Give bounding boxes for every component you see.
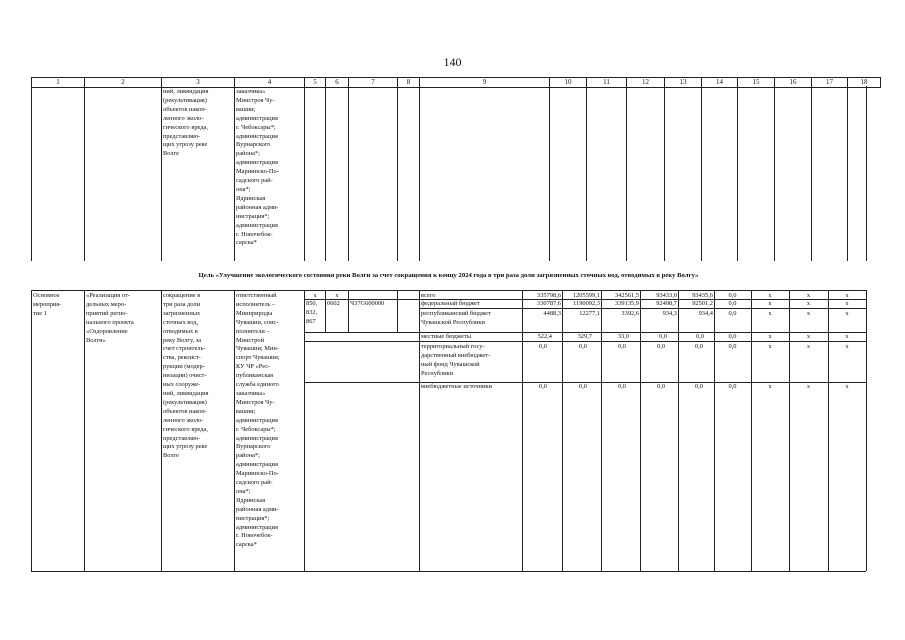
col-header-15: 15 — [738, 78, 775, 88]
cont-task-text: ний, ликвидация (рекультивация) объектов накоп- ленного эколо- гического вреда, представляю- щих угрозу реке Волге — [163, 88, 209, 158]
rzpr-code: 0602 — [327, 300, 340, 307]
finance-value: x — [806, 383, 811, 390]
col-header-8: 8 — [398, 78, 420, 88]
col-header-17: 17 — [812, 78, 848, 88]
finance-value: 93435,6 — [692, 292, 713, 299]
measure-label: Основное мероприя- тие 1 — [33, 292, 62, 317]
finance-value: 0,0 — [657, 343, 665, 350]
finance-value: 339135,9 — [615, 300, 639, 307]
finance-source: всего — [421, 292, 436, 299]
finance-value: x — [768, 383, 772, 390]
col-header-14: 14 — [702, 78, 738, 88]
col-header-16: 16 — [775, 78, 812, 88]
measure-executors: ответственный исполнитель – Минприроды Чувашии, соис- полнители – Минстрой Чувашии; Мин- спорт Чувашии; КУ ЧР «Рес- публиканская служба единого заказчика» Минстроя Чу- вашии; администрация г. Чебоксары*; администрация Вурнарского района*; администрация Мариинско-По- садского рай- она*; Ядринская районная адми- нистрация*; администрация г. Новочебок- сарска* — [236, 292, 280, 549]
finance-value: 335798,6 — [537, 292, 561, 299]
finance-value: 1190092,3 — [573, 300, 600, 307]
page-number: 140 — [443, 55, 462, 69]
finance-value: x — [845, 383, 849, 390]
finance-value: x — [845, 333, 849, 340]
finance-source: республиканский бюджет Чувашской Республики — [421, 310, 491, 326]
csr-code: Ч37G600000 — [350, 300, 385, 307]
finance-value: x — [845, 292, 849, 299]
finance-value: 0,0 — [579, 343, 587, 350]
finance-value: 92498,7 — [656, 300, 677, 307]
finance-value: 329,7 — [577, 333, 592, 340]
finance-value: x — [806, 292, 811, 299]
finance-value: 342561,5 — [615, 292, 639, 299]
finance-value: x — [806, 343, 811, 350]
finance-value: 0,0 — [695, 343, 703, 350]
measure-task: сокращение в три раза доли загрязненных сточных вод, отводимых в реку Волгу, за счет строитель- ства, реконст- рукции (модер- низации) очист- ных сооруже- ний, ликвидация (рекультивация) объектов накоп- ленного эколо- гического вреда, представляю- щих угрозу реке Волге — [163, 292, 209, 460]
finance-value: 0,0 — [618, 383, 626, 390]
finance-value: 0,0 — [728, 333, 737, 340]
finance-value: 93433,0 — [656, 292, 677, 299]
rzpr-total: x — [335, 292, 339, 299]
finance-value: x — [806, 333, 811, 340]
measure-name: «Реализация от- дельных меро- приятий регио- нального проекта «Оздоровление Волги» — [86, 292, 134, 344]
col-header-11: 11 — [587, 78, 627, 88]
finance-value: 330787,6 — [537, 300, 561, 307]
column-number-header — [31, 77, 881, 88]
finance-value: x — [845, 310, 849, 317]
col-header-18: 18 — [848, 78, 881, 88]
finance-value: 934,3 — [662, 310, 677, 317]
finance-value: x — [768, 300, 772, 307]
finance-value: 0,0 — [728, 300, 737, 307]
finance-value: x — [845, 300, 849, 307]
grbs-total: x — [313, 292, 317, 299]
col-header-4: 4 — [235, 78, 305, 88]
finance-value: 12277,1 — [579, 310, 600, 317]
cont-executor-text: заказчика» Минстроя Чу- вашии; администрация г. Чебоксары*; администрация Вурнарского района*; администрация Мариинско-По- садского рай- она*; Ядринская районная адми- нистрация*; администрация г. Новочебок- сарска* — [236, 88, 279, 247]
finance-value: 0,0 — [728, 383, 737, 390]
col-header-3: 3 — [162, 78, 235, 88]
finance-source: местные бюджеты — [421, 333, 472, 340]
finance-value: 0,0 — [657, 383, 665, 390]
finance-value: 0,0 — [539, 383, 547, 390]
finance-value: x — [768, 333, 772, 340]
finance-value: 0,0 — [695, 383, 703, 390]
finance-source: территориальный госу- дарственный внебюджет- ный фонд Чувашской Республики — [421, 343, 491, 377]
finance-value: x — [845, 343, 849, 350]
col-header-7: 7 — [349, 78, 398, 88]
finance-value: 0,0 — [696, 333, 704, 340]
finance-value: 0,0 — [618, 343, 626, 350]
finance-value: 0,0 — [659, 333, 667, 340]
finance-value: x — [768, 292, 772, 299]
finance-value: x — [806, 300, 811, 307]
finance-source: федеральный бюджет — [421, 300, 480, 307]
finance-value: 1205599,1 — [572, 292, 600, 299]
finance-value: 522,4 — [537, 333, 552, 340]
grbs-codes: 850, 832, 867 — [306, 300, 318, 325]
col-header-13: 13 — [665, 78, 702, 88]
finance-value: 0,0 — [728, 292, 737, 299]
col-header-6: 6 — [326, 78, 349, 88]
finance-value: 3392,6 — [621, 310, 639, 317]
finance-value: 0,0 — [579, 383, 587, 390]
finance-value: x — [768, 343, 772, 350]
col-header-1: 1 — [32, 78, 85, 88]
finance-value: 0,0 — [728, 310, 737, 317]
finance-value: 4488,3 — [543, 310, 561, 317]
col-header-2: 2 — [85, 78, 162, 88]
col-header-5: 5 — [305, 78, 326, 88]
finance-source: внебюджетные источники — [421, 383, 492, 390]
col-header-9: 9 — [420, 78, 550, 88]
finance-value: 934,4 — [698, 310, 713, 317]
finance-value: 33,0 — [617, 333, 629, 340]
col-header-10: 10 — [550, 78, 587, 88]
finance-value: x — [806, 310, 811, 317]
finance-value: x — [768, 310, 772, 317]
finance-value: 0,0 — [539, 343, 547, 350]
finance-value: 0,0 — [728, 343, 737, 350]
col-header-12: 12 — [627, 78, 665, 88]
goal-heading: Цель «Улучшение экологического состояния реки Волги за счет сокращения к концу 2024 года в три раза доли загрязненных сточных вод, отводимых в реку Волгу» — [198, 272, 699, 279]
finance-value: 92501,2 — [692, 300, 713, 307]
